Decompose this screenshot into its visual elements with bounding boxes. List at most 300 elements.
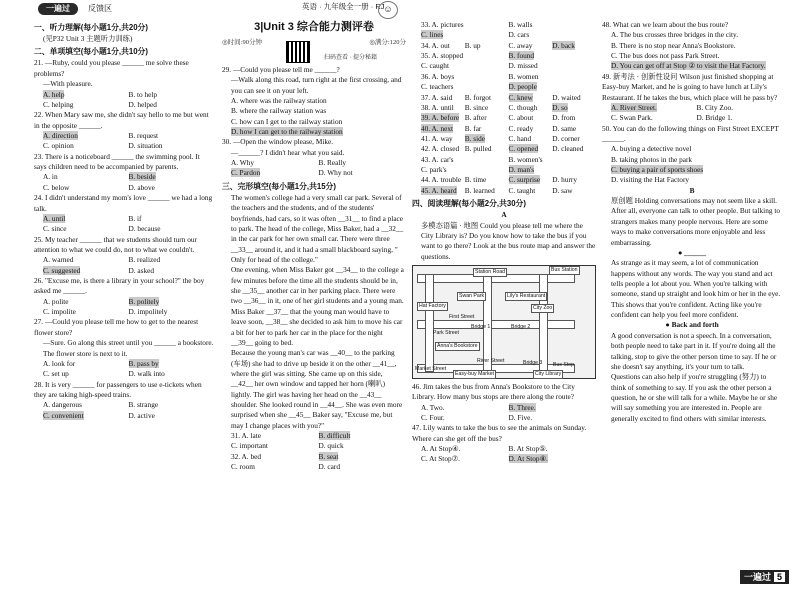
map-label: Bridge 3 [523,359,543,366]
option-text: D. asked [128,265,155,275]
page-number: 5 [774,572,785,582]
option-text: B. forgot [464,92,491,102]
option-cell [421,82,509,92]
map-label: Anna's Bookstore [435,342,480,351]
option-cell [421,103,465,113]
option-cell [129,224,215,234]
option-cell [465,113,509,123]
option-line [222,106,406,116]
option-text: B. where the railway station was [231,106,327,116]
option-text: D. man's [508,165,535,175]
option-cell [129,214,215,224]
option-text: 39. A. before [421,113,460,123]
option-text: D. same [552,123,577,133]
option-text: C. helping [43,99,74,109]
option-text: B. difficult [318,431,351,441]
option-cell [43,214,129,224]
option-text: D. because [128,224,161,234]
option-text: 41. A. way [421,133,453,143]
section-heading: 二、单项填空(每小题1分,共10分) [34,47,148,57]
option-text: A. The bus crosses three bridges in the city. [611,30,739,40]
option-text: C. important [231,441,268,451]
option-cell [129,141,215,151]
option-row [34,411,214,421]
option-cell [129,411,215,421]
option-row [222,462,406,472]
option-row [34,266,214,276]
map-label: Bridge 2 [511,323,531,330]
option-cell [509,186,553,196]
option-cell [421,165,509,175]
option-cell [129,359,215,369]
option-row [34,369,214,379]
option-cell [509,93,553,103]
option-line [602,41,782,51]
option-line [602,175,782,185]
option-text: B. found [508,51,535,61]
option-text: A. polite [43,296,69,306]
option-text: A. buying a detective novel [611,144,692,154]
map-label: Market Street [415,365,447,372]
option-text: B. since [464,102,489,112]
map-label: City Library [533,370,563,379]
option-text: D. saw [552,185,573,195]
option-text: C. caught [421,61,449,71]
option-cell [509,403,597,413]
option-row [412,30,596,40]
option-row [602,103,782,113]
option-row [412,186,596,196]
option-row [412,124,596,134]
option-cell [509,72,597,82]
option-text: D. impolitely [128,307,168,317]
option-cell [421,454,509,464]
option-text: B. if [128,213,142,223]
option-row [222,452,406,462]
option-line [602,51,782,61]
option-text: 44. A. trouble [421,175,462,185]
option-text: C. impolite [43,307,76,317]
option-row [412,82,596,92]
option-cell [509,20,597,30]
option-text: D. missed [508,61,538,71]
option-cell [421,444,509,454]
option-cell [43,297,129,307]
option-row [412,51,596,61]
map-label: Station Road [473,268,507,277]
option-cell [509,61,597,71]
option-cell [421,30,509,40]
option-text: B. Really [318,158,347,168]
time-label: ◎时间:90分钟 [222,38,262,46]
option-cell [552,144,596,154]
option-row [34,307,214,317]
option-text: D. You can get off at Stop ② to visit the Hat Factory. [611,61,766,71]
option-row [412,93,596,103]
option-text: A. warned [43,255,74,265]
option-cell [43,400,129,410]
option-line [222,96,406,106]
option-text: C. opened [508,144,539,154]
option-text: B. Three. [508,402,536,412]
option-cell [421,61,509,71]
option-row [412,61,596,71]
passage-paragraph: One evening, when Miss Baker got __34__ to the college a few minutes before the time all the students should be in, she __35__ another car in her parking place. There were two __36__ in it, one of her girl students and a young man. Miss Baker __37__ that the young man would have to leave soon, __38__ she decided to ask him to move his car a bit for her to park her car in the place for the night __39__ going to bed. [231,265,404,347]
option-cell [129,172,215,182]
option-text: C. lines [421,30,444,40]
column-1 [34,20,214,421]
column-2 [222,20,406,473]
option-text: B. beside [128,172,156,182]
option-text: D. how I can get to the railway station [231,126,343,136]
option-line [222,75,406,96]
question-stem: 47. Lily wants to take the bus to see the animals on Sunday. Where can she get off the bus? [412,423,587,443]
option-text: A. in [43,172,58,182]
option-text: D. situation [128,141,163,151]
question-stem: 49. 新考法 · 创新性设问 Wilson just finished shopping at Easy-buy Market, and he is going to have lunch at Lily's Restaurant. If he takes the bus, which place will he pass by? [602,71,778,102]
option-text: D. people [508,82,537,92]
option-text: 36. A. boys [421,71,455,81]
option-line [34,338,214,359]
question-stem: 26. "Excuse me, is there a library in your school?" the boy asked me ______. [34,276,205,296]
option-text: D. At Stop⑧. [508,454,548,464]
option-line [602,61,782,71]
section-heading: 三、完形填空(每小题1分,共15分) [222,181,336,191]
option-cell [509,175,553,185]
footer-brand: 一遍过 [744,572,772,582]
option-text: B. At Stop⑤. [508,444,548,454]
option-line [34,79,214,89]
option-cell [552,93,596,103]
option-line [34,34,214,44]
option-cell [465,41,509,51]
option-cell [509,30,597,40]
option-cell [129,183,215,193]
column-4 [602,20,782,424]
option-cell [319,441,407,451]
option-text: B. pass by [128,358,159,368]
option-cell [43,90,129,100]
option-cell [509,134,553,144]
option-text: A. direction [43,131,78,140]
question-stem: 28. It is very ______ for passengers to use e-tickets when they are taking high-speed trains. [34,379,202,399]
option-cell [552,175,596,185]
option-text: —Sure. Go along this street until you ______ a bookstore. The flower store is next to it. [43,338,214,358]
option-line [222,127,406,137]
option-cell [129,297,215,307]
option-text: C. Swan Park. [611,113,653,123]
option-row [412,113,596,123]
option-text: D. card [318,462,340,472]
option-text: B. taking photos in the park [611,154,693,164]
option-row [34,90,214,100]
option-cell [509,413,597,423]
passage-label: ● Back and forth [665,320,719,330]
option-text: 34. A. out [421,40,450,50]
passage-paragraph: Because the young man's car was __40__ to the parking (车场) she had to drive up beside it on the other __41__, where the girl was sitting. She came up on this side, __42__ her own window and tapped her horn (喇叭) lightly. The girl was having her head on the __43__ shoulder. She looked round in __44__. She was even more surprised when she __45__ Baker say, "Excuse me, but may I change places with you?" [231,348,403,430]
option-line [222,117,406,127]
option-cell [421,413,509,423]
page-header [0,0,800,16]
option-text: B. learned [464,185,495,195]
option-text: D. above [128,182,155,192]
option-line [602,155,782,165]
question-stem: 23. There is a noticeboard ______ the swimming pool. It says children need to be accompanied by parents. [34,151,200,172]
option-cell [129,100,215,110]
option-text: C. room [231,462,255,472]
passage-paragraph: 多模态语篇 · 地图 Could you please tell me where the City Library is? Do you know how to take the bus if you want to go there? Look at the bus route map and answer the questions. [421,220,596,261]
qr-code-icon[interactable] [286,41,310,63]
option-cell [421,134,465,144]
map-label: Easy-buy Market [453,370,496,379]
option-cell [509,165,597,175]
option-cell [43,369,129,379]
option-text: C. though [508,102,538,112]
option-text: —Walk along this road, turn right at the first crossing, and you can see it on your left. [231,75,402,95]
option-text: B. side [464,133,486,143]
option-text: 37. A. said [421,92,453,102]
option-cell [129,90,215,100]
test-title: 3|Unit 3 综合能力测评卷 [254,21,374,33]
mascot-icon: ☺ [378,1,398,19]
option-text: A. where was the railway station [231,95,327,105]
option-text: D. Bridge 1. [696,113,733,123]
option-text: B. There is no stop near Anna's Bookstore. [611,40,736,50]
option-cell [465,144,509,154]
option-row [412,413,596,423]
option-text: B. City Zoo. [696,102,733,112]
option-text: B. to help [128,89,158,99]
option-cell [129,131,215,141]
option-text: B. after [464,113,487,123]
option-row [222,441,406,451]
map-label: Swan Park [457,292,486,301]
option-cell [319,158,407,168]
option-row [34,359,214,369]
option-text: B. seat [318,451,339,461]
passage-label: B [689,185,695,195]
option-row [412,103,596,113]
option-cell [552,113,596,123]
passage-paragraph: The women's college had a very small car park. Several of the teachers and the students, and of the students' boyfriends, had cars, so it was often __31__ to find a place to park. The head of the college, Miss Baker, had a __32__ in the car park for her own small car. There were three __33__ around it, and it had a small blackboard saying, " Only for head of the college." [231,192,404,264]
option-text: C. taught [508,185,536,195]
test-meta [222,38,406,47]
map-road [417,320,575,329]
option-text: 38. A. until [421,102,454,112]
option-text: C. suggested [43,265,81,275]
option-text: C. opinion [43,141,74,151]
option-cell [697,113,783,123]
option-text: B. realized [128,255,161,265]
option-text: C. teachers [421,82,454,92]
option-text: C. buying a pair of sports shoes [611,165,704,175]
map-label: Lily's Restaurant [505,292,547,301]
option-text: 45. A. heard [421,185,457,195]
option-cell [43,141,129,151]
option-cell [421,72,509,82]
option-cell [43,255,129,265]
question-stem: 29. —Could you please tell me ______? [222,64,340,74]
option-cell [319,431,407,441]
option-line [602,144,782,154]
option-cell [509,124,553,134]
option-text: B. politely [128,296,160,306]
passage-paragraph: Questions can also help if you're struggling (努力) to think of something to say. If you ask the other person a question, he or she will talk for a while. Maybe he or she will say something you are interested in. People are generally excited to find others with similar interests. [611,372,778,423]
option-text: C. The bus does not pass Park Street. [611,51,720,61]
option-text: A. At Stop④. [421,444,461,454]
option-text: D. Why not [318,168,353,178]
section-heading: 四、阅读理解(每小题2分,共30分) [412,199,526,209]
option-cell [421,41,465,51]
option-text: D. from [552,113,576,123]
option-cell [231,462,319,472]
option-text: 32. A. bed [231,451,261,461]
option-text: D. Five. [508,413,533,423]
option-cell [421,155,509,165]
question-stem: 22. When Mary saw me, she didn't say hello to me but went in the opposite ______. [34,110,209,130]
option-text: D. so [552,102,568,112]
option-row [222,168,406,178]
passage-paragraph: As strange as it may seem, a lot of communication happens without any words. The way you stand and act tells people a lot about you. When you're talking with someone, stand up straight and look him or her in the eye. This shows that you're confident. Acting like you're confident can help you feel more confident. [611,258,781,320]
option-cell [611,103,697,113]
option-cell [509,444,597,454]
bus-route-map [412,265,596,379]
option-cell [465,93,509,103]
option-text: C. Pardon [231,168,261,178]
option-text: B. walls [508,20,533,29]
option-text: C. how can I get to the railway station [231,116,343,126]
option-cell [43,172,129,182]
option-cell [509,51,597,61]
option-cell [231,158,319,168]
option-row [34,183,214,193]
question-stem: 27. —Could you please tell me how to get to the nearest flower store? [34,317,199,337]
option-text: A. Two. [421,402,445,412]
option-row [412,155,596,165]
option-text: C. away [508,40,533,50]
option-cell [421,113,465,123]
option-cell [421,144,465,154]
option-text: B. time [464,175,487,185]
option-text: B. far [464,123,482,133]
option-cell [509,144,553,154]
map-label: First Street [449,313,475,320]
option-text: D. corner [552,133,580,143]
option-text: A. help [43,89,65,99]
option-row [412,41,596,51]
option-cell [43,411,129,421]
option-text: C. ready [508,123,534,133]
option-text: B. pulled [464,144,492,154]
option-cell [697,103,783,113]
column-3 [412,20,596,465]
option-cell [509,41,553,51]
option-text: 33. A. pictures [421,20,464,29]
brand-tab: 一遍过 [38,3,78,15]
option-cell [421,93,465,103]
option-text: C. about [508,113,534,123]
option-cell [319,168,407,178]
option-text: 40. A. next [421,123,454,133]
option-text: 31. A. late [231,431,261,441]
option-cell [509,113,553,123]
option-cell [421,20,509,30]
option-cell [319,462,407,472]
option-text: D. hurry [552,175,577,185]
option-row [222,158,406,168]
option-cell [421,403,509,413]
map-label: Bridge 1 [471,323,491,330]
option-text: 42. A. closed [421,144,460,154]
option-text: B. up [464,40,481,50]
passage-label: ● ______ [677,247,707,257]
score-label: ◎满分:120分 [369,38,406,46]
option-cell [231,452,319,462]
option-cell [509,454,597,464]
option-line [602,165,782,175]
question-stem: 48. What can we learn about the bus route? [602,20,729,29]
option-text: C. surprise [508,175,541,185]
option-cell [319,452,407,462]
option-text: A. Why [231,158,254,168]
option-text: C. hand [508,133,532,143]
question-stem: 50. You can do the following things on First Street EXCEPT ______. [602,123,779,143]
option-cell [43,131,129,141]
option-row [34,224,214,234]
grade-label: 英语 · 九年级全一册 · RJ [302,2,385,11]
option-text: —______? I didn't hear what you said. [231,147,345,157]
option-cell [465,103,509,113]
option-cell [43,266,129,276]
option-row [34,400,214,410]
passage-label: A [501,210,507,220]
option-cell [552,134,596,144]
option-cell [465,175,509,185]
option-cell [129,266,215,276]
map-label: Bus Stop [553,361,575,368]
option-text: D. waited [552,92,581,102]
map-label: City Zoo [531,304,554,313]
option-cell [129,369,215,379]
question-stem: 30. —Open the window please, Mike. [222,137,334,147]
option-text: B. request [128,131,159,140]
option-row [412,454,596,464]
option-row [412,403,596,413]
feedback-zone-label: 反馈区 [88,4,112,13]
option-cell [552,186,596,196]
option-text: C. below [43,182,70,192]
section-heading: 一、听力理解(每小题1分,共20分) [34,23,148,32]
option-cell [552,41,596,51]
option-row [412,20,596,30]
question-stem: 21. —Ruby, could you please ______ me solve these problems? [34,58,189,78]
map-label: Bus Station [549,266,580,275]
option-cell [231,431,319,441]
option-cell [611,113,697,123]
option-cell [231,441,319,451]
map-label: River Street [477,357,505,364]
passage-paragraph: A good conversation is not a speech. In a conversation, both people need to take part in it. If you're doing all the talking, stop to give the other person time to say. If he or she doesn't say anything, it's your turn to talk. [611,330,777,371]
option-row [222,431,406,441]
option-cell [465,186,509,196]
option-text: C. park's [421,165,447,175]
option-cell [509,103,553,113]
option-text: 43. A. car's [421,154,454,164]
map-label: Park Street [433,329,459,336]
option-cell [43,359,129,369]
option-text: —With pleasure. [43,79,93,89]
option-text: A. until [43,213,66,223]
